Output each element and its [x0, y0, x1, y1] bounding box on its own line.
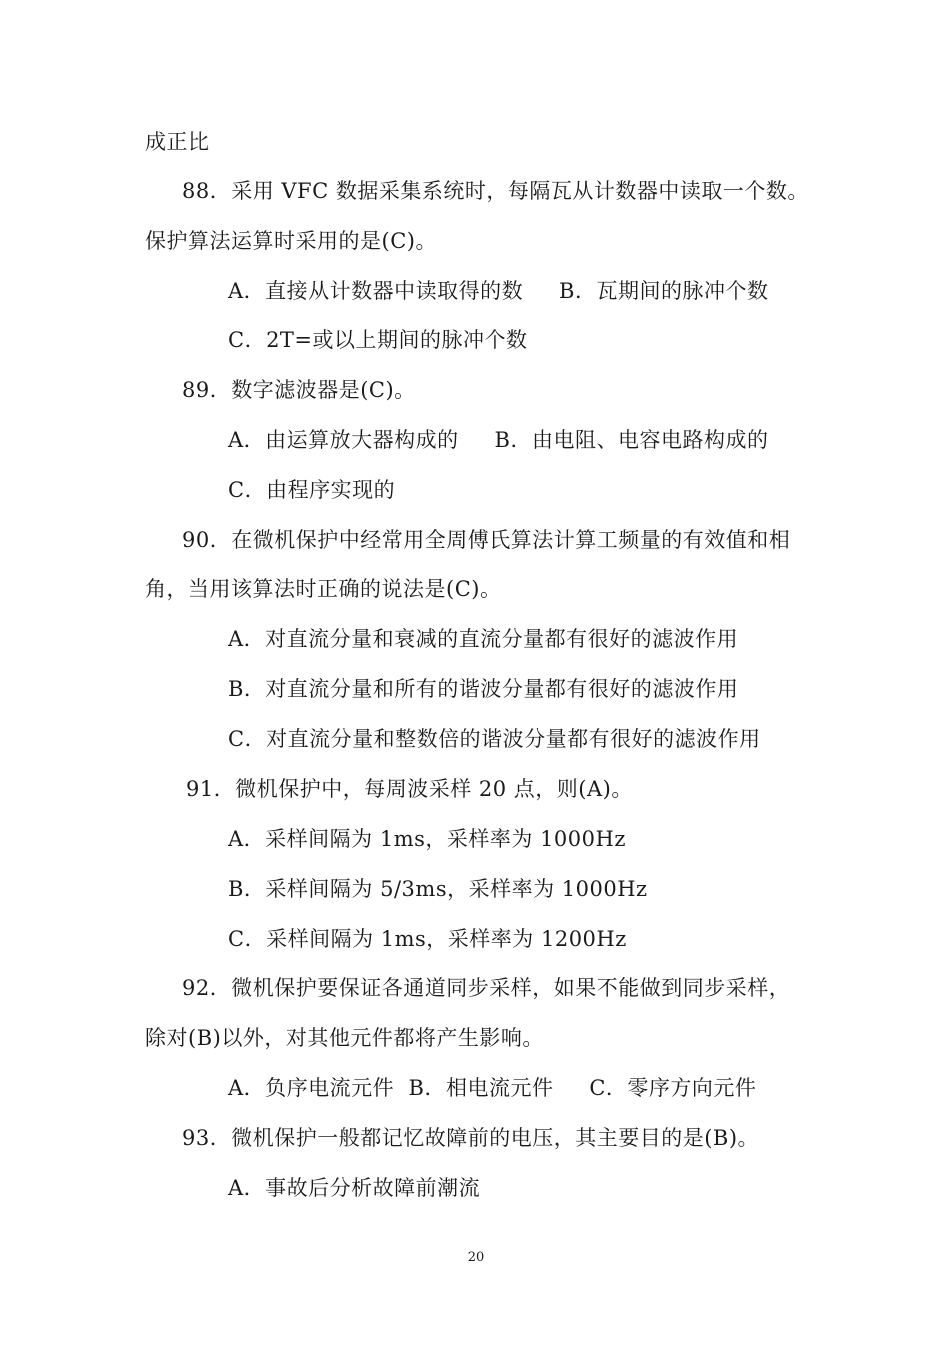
question-90: 90．在微机保护中经常用全周傅氏算法计算工频量的有效值和相 — [182, 528, 791, 552]
question-88: 88．采用 VFC 数据采集系统时，每隔瓦从计数器中读取一个数。 — [182, 179, 809, 203]
option-line: A．事故后分析故障前潮流 — [228, 1176, 481, 1200]
option-line: A．负序电流元件 B．相电流元件 C．零序方向元件 — [228, 1076, 757, 1100]
option-line: B．对直流分量和所有的谐波分量都有很好的滤波作用 — [228, 677, 739, 701]
text-line: 成正比 — [145, 130, 210, 154]
option-line: A．采样间隔为 1ms，采样率为 1000Hz — [228, 827, 626, 851]
option-line: C．采样间隔为 1ms，采样率为 1200Hz — [228, 927, 627, 951]
option-line: A．对直流分量和衰减的直流分量都有很好的滤波作用 — [228, 627, 739, 651]
question-93: 93．微机保护一般都记忆故障前的电压，其主要目的是(B)。 — [182, 1126, 760, 1150]
text-line: 除对(B)以外，对其他元件都将产生影响。 — [145, 1026, 544, 1050]
question-89: 89．数字滤波器是(C)。 — [182, 378, 416, 402]
text-line: 保护算法运算时采用的是(C)。 — [145, 229, 437, 253]
option-line: C．对直流分量和整数倍的谐波分量都有很好的滤波作用 — [228, 727, 761, 751]
text-line: 角，当用该算法时正确的说法是(C)。 — [145, 577, 502, 601]
option-line: C．由程序实现的 — [228, 478, 396, 502]
page-number: 20 — [467, 1250, 485, 1265]
option-line: A．直接从计数器中读取得的数 B．瓦期间的脉冲个数 — [228, 279, 769, 303]
option-line: C．2T=或以上期间的脉冲个数 — [228, 328, 528, 352]
question-92: 92．微机保护要保证各通道同步采样，如果不能做到同步采样， — [182, 976, 791, 1000]
option-line: A．由运算放大器构成的 B．由电阻、电容电路构成的 — [228, 428, 769, 452]
question-91: 91．微机保护中，每周波采样 20 点，则(A)。 — [186, 777, 633, 801]
option-line: B．采样间隔为 5/3ms，采样率为 1000Hz — [228, 877, 648, 901]
